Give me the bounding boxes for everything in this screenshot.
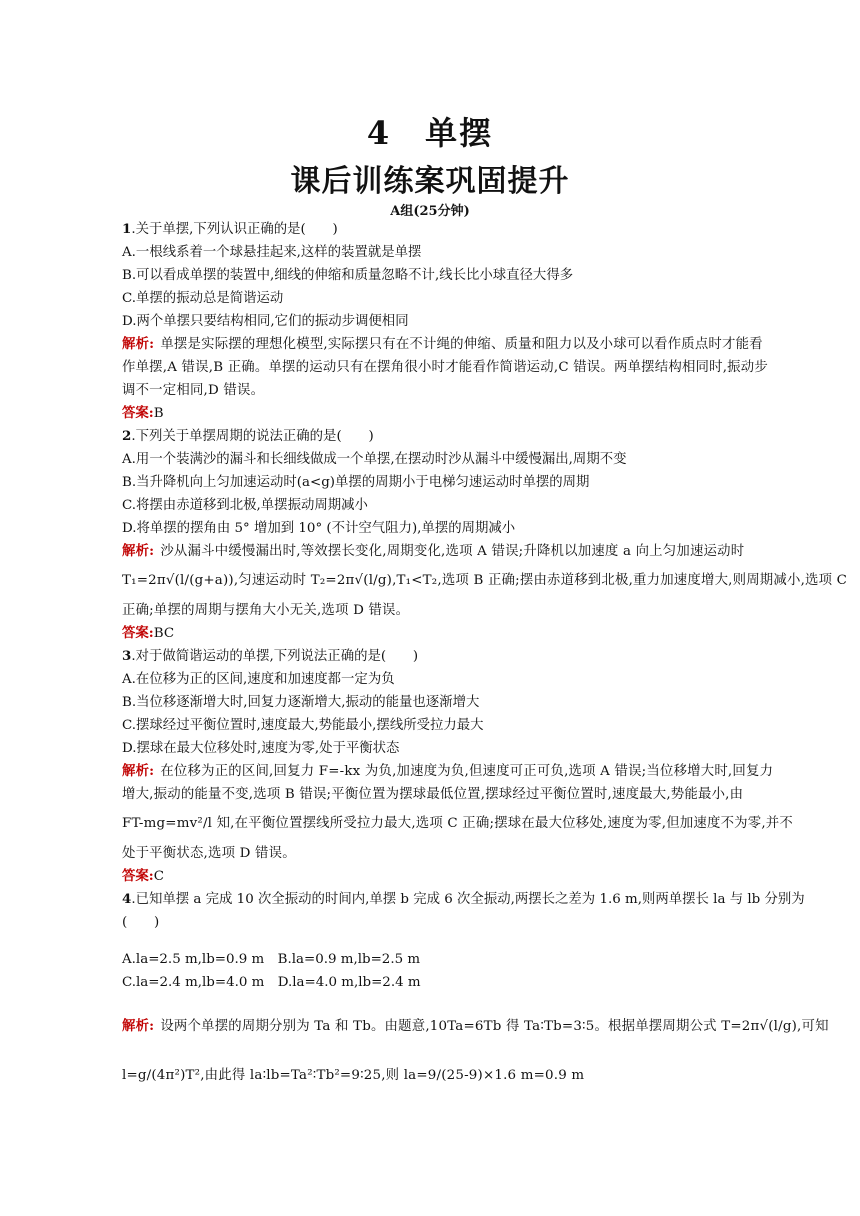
question-text: .下列关于单摆周期的说法正确的是( ) bbox=[131, 429, 374, 444]
answer-label: 答案: bbox=[122, 868, 154, 884]
lesson-title: 4 单摆 bbox=[366, 114, 494, 152]
answer-value: BC bbox=[153, 626, 175, 641]
analysis-formula-line: l=g/(4π²)T²,由此得 la∶lb=Ta²∶Tb²=9∶25,则 la=9/(25-9)×1.6 m=0.9 m bbox=[122, 1068, 585, 1083]
question-number: 3 bbox=[122, 648, 132, 664]
options-row-2: C.la=2.4 m,lb=4.0 m D.la=4.0 m,lb=2.4 m bbox=[122, 975, 421, 990]
content-body bbox=[122, 218, 848, 1094]
analysis-label: 解析: bbox=[122, 336, 155, 352]
analysis-label: 解析: bbox=[122, 763, 155, 779]
spacer bbox=[122, 934, 738, 948]
analysis-line: 处于平衡状态,选项 D 错误。 bbox=[122, 846, 296, 861]
option-c: C.将摆由赤道移到北极,单摆振动周期减小 bbox=[122, 498, 368, 513]
options-row-1: A.la=2.5 m,lb=0.9 m B.la=0.9 m,lb=2.5 m bbox=[122, 952, 421, 967]
question-text: .已知单摆 a 完成 10 次全振动的时间内,单摆 b 完成 6 次全振动,两摆长之差为 1.6 m,则两单摆长 la 与 lb 分别为 bbox=[131, 892, 805, 907]
analysis-label: 解析: bbox=[122, 1018, 155, 1034]
answer-line bbox=[122, 622, 738, 645]
option-b: B.可以看成单摆的装置中,细线的伸缩和质量忽略不计,线长比小球直径大得多 bbox=[122, 268, 574, 283]
question-4-brackets: ( ) bbox=[122, 915, 160, 930]
analysis-line: 调不一定相同,D 错误。 bbox=[122, 383, 265, 398]
option-d: D.将单摆的摆角由 5° 增加到 10° (不计空气阻力),单摆的周期减小 bbox=[122, 521, 516, 536]
question-number: 1 bbox=[122, 221, 132, 237]
option-d: D.两个单摆只要结构相同,它们的振动步调便相同 bbox=[122, 314, 409, 329]
spacer bbox=[122, 994, 738, 1008]
answer-value: C bbox=[153, 869, 164, 884]
question-1-stem bbox=[122, 218, 738, 241]
analysis-line: 解析: 沙从漏斗中缓慢漏出时,等效摆长变化,周期变化,选项 A 错误;升降机以加速度 a 向上匀加速运动时 bbox=[122, 543, 745, 559]
question-text: .关于单摆,下列认识正确的是( ) bbox=[131, 222, 338, 237]
spacer bbox=[122, 1044, 738, 1058]
analysis-formula-line: T₁=2π√(l/(g+a)),匀速运动时 T₂=2π√(l/g),T₁<T₂,选项 B 正确;摆由赤道移到北极,重力加速度增大,则周期减小,选项 C bbox=[122, 573, 848, 588]
option-b: B.当升降机向上匀加速运动时(a<g)单摆的周期小于电梯匀速运动时单摆的周期 bbox=[122, 475, 590, 490]
question-3-stem bbox=[122, 645, 738, 668]
answer-label: 答案: bbox=[122, 625, 154, 641]
analysis-line: 作单摆,A 错误,B 正确。单摆的运动只有在摆角很小时才能看作简谐运动,C 错误。两单摆结构相同时,振动步 bbox=[122, 360, 768, 375]
analysis-line: 正确;单摆的周期与摆角大小无关,选项 D 错误。 bbox=[122, 603, 410, 618]
group-label: A组(25分钟) bbox=[390, 204, 470, 219]
option-a: A.在位移为正的区间,速度和加速度都一定为负 bbox=[122, 672, 395, 687]
option-a: A.一根线系着一个球悬挂起来,这样的装置就是单摆 bbox=[122, 245, 422, 260]
analysis-line: 解析: 设两个单摆的周期分别为 Ta 和 Tb。由题意,10Ta=6Tb 得 Ta∶Tb=3∶5。根据单摆周期公式 T=2π√(l/g),可知 bbox=[122, 1018, 829, 1034]
option-b: B.当位移逐渐增大时,回复力逐渐增大,振动的能量也逐渐增大 bbox=[122, 695, 480, 710]
answer-label: 答案: bbox=[122, 405, 154, 421]
option-d: D.摆球在最大位移处时,速度为零,处于平衡状态 bbox=[122, 741, 400, 756]
answer-value: B bbox=[153, 406, 164, 421]
question-text: .对于做简谐运动的单摆,下列说法正确的是( ) bbox=[131, 649, 419, 664]
question-number: 4 bbox=[122, 891, 132, 907]
analysis-label: 解析: bbox=[122, 543, 155, 559]
answer-line bbox=[122, 865, 738, 888]
analysis-line: 解析: 单摆是实际摆的理想化模型,实际摆只有在不计绳的伸缩、质量和阻力以及小球可以看作质点时才能看 bbox=[122, 336, 763, 352]
analysis-line: 解析: 在位移为正的区间,回复力 F=-kx 为负,加速度为负,但速度可正可负,选项 A 错误;当位移增大时,回复力 bbox=[122, 763, 774, 779]
analysis-formula-line: FT-mg=mv²/l 知,在平衡位置摆线所受拉力最大,选项 C 正确;摆球在最大位移处,速度为零,但加速度不为零,并不 bbox=[122, 816, 793, 831]
question-2-stem bbox=[122, 425, 738, 448]
option-c: C.单摆的振动总是简谐运动 bbox=[122, 291, 284, 306]
section-subtitle: 课后训练案巩固提升 bbox=[290, 164, 570, 199]
question-4-stem bbox=[122, 888, 805, 911]
question-number: 2 bbox=[122, 428, 132, 444]
option-c: C.摆球经过平衡位置时,速度最大,势能最小,摆线所受拉力最大 bbox=[122, 718, 484, 733]
analysis-line: 增大,振动的能量不变,选项 B 错误;平衡位置为摆球最低位置,摆球经过平衡位置时,速度最大,势能最小,由 bbox=[122, 787, 744, 802]
option-a: A.用一个装满沙的漏斗和长细线做成一个单摆,在摆动时沙从漏斗中缓慢漏出,周期不变 bbox=[122, 452, 627, 467]
answer-line bbox=[122, 402, 738, 425]
